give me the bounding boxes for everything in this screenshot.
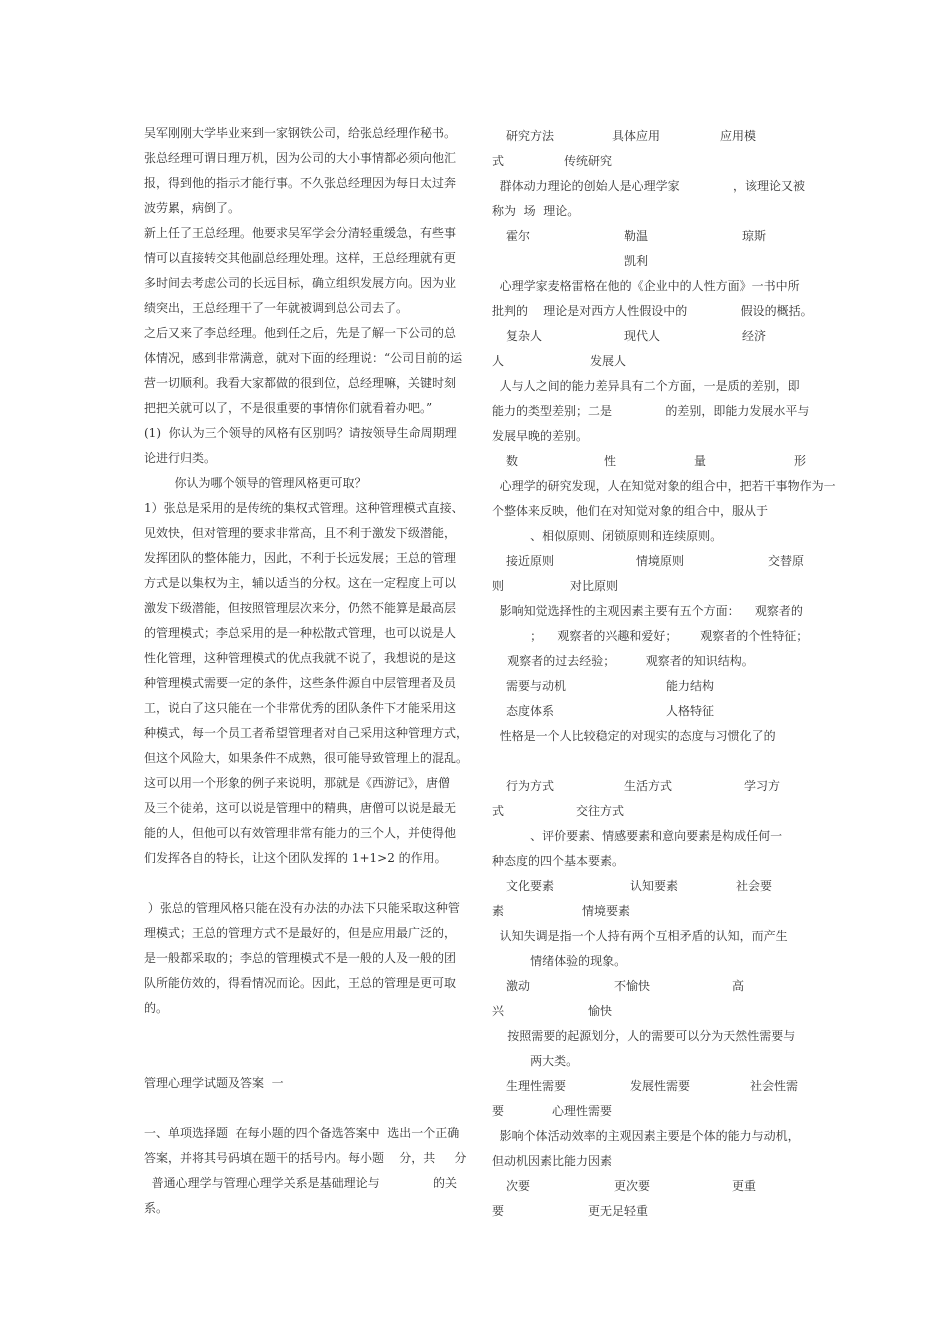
text-line: 但这个风险大，如果条件不成熟，很可能导致管理上的混乱。 bbox=[144, 751, 469, 765]
text-line: 见效快，但对管理的要求非常高，且不利于激发下级潜能， bbox=[144, 526, 457, 540]
text-line: 你认为哪个领导的管理风格更可取？ bbox=[144, 476, 367, 490]
option-text: 复杂人 bbox=[506, 329, 543, 343]
text-line: 的管理模式；李总采用的是一种松散式管理，也可以说是人 bbox=[144, 626, 457, 640]
option-text: 要 bbox=[492, 1204, 505, 1218]
option-text: 学习方 bbox=[744, 779, 781, 793]
text-line: (1) 你认为三个领导的风格有区别吗？请按领导生命周期理 bbox=[144, 426, 457, 440]
option-text: 需要与动机 bbox=[506, 679, 567, 693]
option-text: 生活方式 bbox=[624, 779, 673, 793]
option-text: 传统研究 bbox=[564, 154, 613, 168]
text-line: 是一般都采取的；李总的管理模式不是一般的人及一般的团 bbox=[144, 951, 457, 965]
text-line: 能的人，但他可以有效管理非常有能力的三个人，并使得他 bbox=[144, 826, 457, 840]
text-line: 一、单项选择题 在每小题的四个备选答案中 选出一个正确 bbox=[144, 1126, 460, 1140]
option-text: 则 bbox=[492, 579, 505, 593]
text-line: 心理学家麦格雷格在他的《企业中的人性方面》一书中所 bbox=[492, 279, 800, 293]
option-text: 愉快 bbox=[588, 1004, 613, 1018]
option-text: 发展人 bbox=[590, 354, 627, 368]
option-text: 更重 bbox=[732, 1179, 757, 1193]
option-text: 生理性需要 bbox=[506, 1079, 567, 1093]
option-text: 发展性需要 bbox=[630, 1079, 691, 1093]
text-line: 理模式；王总的管理方式不是最好的，但是应用最广泛的， bbox=[144, 926, 457, 940]
text-line: 两大类。 bbox=[492, 1054, 579, 1068]
option-text: 素 bbox=[492, 904, 505, 918]
text-line: 的。 bbox=[144, 1001, 169, 1015]
text-line: 这可以用一个形象的例子来说明，那就是《西游记》，唐僧 bbox=[144, 776, 451, 790]
text-line: 之后又来了李总经理。他到任之后，先是了解一下公司的总 bbox=[144, 326, 457, 340]
text-line: 、评价要素、情感要素和意向要素是构成任何一 bbox=[492, 829, 783, 843]
text-line: 论进行归类。 bbox=[144, 451, 217, 465]
option-text: 数 bbox=[506, 454, 519, 468]
option-text: 研究方法 bbox=[506, 129, 555, 143]
text-line: 及三个徒弟，这可以说是管理中的精典，唐僧可以说是最无 bbox=[144, 801, 457, 815]
text-line: 、相似原则、闭锁原则和连续原则。 bbox=[492, 529, 723, 543]
option-text: 具体应用 bbox=[612, 129, 661, 143]
text-line: 吴军刚刚大学毕业来到一家钢铁公司，给张总经理作秘书。 bbox=[144, 126, 457, 140]
option-text: 式 bbox=[492, 154, 505, 168]
option-text: 对比原则 bbox=[570, 579, 619, 593]
text-line: ）张总的管理风格只能在没有办法的办法下只能采取这种管 bbox=[144, 901, 460, 915]
text-line: 观察者的过去经验； 观察者的知识结构。 bbox=[492, 654, 754, 668]
option-text: 社会性需 bbox=[750, 1079, 799, 1093]
text-line: 种态度的四个基本要素。 bbox=[492, 854, 625, 868]
text-line: 1）张总是采用的是传统的集权式管理。这种管理模式直接、 bbox=[144, 501, 464, 515]
text-line: 情可以直接转交其他副总经理处理。这样，王总经理就有更 bbox=[144, 251, 457, 265]
option-text: 更次要 bbox=[614, 1179, 651, 1193]
option-text: 情境要素 bbox=[582, 904, 631, 918]
text-line: 张总经理可谓日理万机，因为公司的大小事情都必须向他汇 bbox=[144, 151, 457, 165]
text-line: 体情况，感到非常满意，就对下面的经理说：“公司目前的运 bbox=[144, 351, 463, 365]
option-text: 勒温 bbox=[624, 229, 649, 243]
text-line: 普通心理学与管理心理学关系是基础理论与 的关 bbox=[144, 1176, 458, 1190]
text-line: 报，得到他的指示才能行事。不久张总经理因为每日太过奔 bbox=[144, 176, 457, 190]
text-line: 群体动力理论的创始人是心理学家 ，该理论又被 bbox=[492, 179, 806, 193]
text-line: 系。 bbox=[144, 1201, 169, 1215]
text-line: ； 观察者的兴趣和爱好； 观察者的个性特征； bbox=[492, 629, 809, 643]
option-text: 现代人 bbox=[624, 329, 661, 343]
text-line: 队所能仿效的，得看情况而论。因此，王总的管理是更可取 bbox=[144, 976, 457, 990]
option-text: 态度体系 bbox=[506, 704, 555, 718]
option-text: 次要 bbox=[506, 1179, 531, 1193]
text-line: 激发下级潜能，但按照管理层次来分，仍然不能算是最高层 bbox=[144, 601, 457, 615]
text-line: 管理心理学试题及答案 一 bbox=[144, 1076, 284, 1090]
option-text: 性 bbox=[604, 454, 617, 468]
text-line: 情绪体验的现象。 bbox=[492, 954, 627, 968]
option-text: 能力结构 bbox=[666, 679, 715, 693]
option-text: 形 bbox=[794, 454, 807, 468]
option-text: 霍尔 bbox=[506, 229, 531, 243]
option-text: 激动 bbox=[506, 979, 531, 993]
option-text: 更无足轻重 bbox=[588, 1204, 649, 1218]
text-line: 认知失调是指一个人持有两个互相矛盾的认知，而产生 bbox=[492, 929, 788, 943]
text-line: 工，说白了这只能在一个非常优秀的团队条件下才能采用这 bbox=[144, 701, 457, 715]
option-text: 人 bbox=[492, 354, 505, 368]
text-line: 答案，并将其号码填在题干的括号内。每小题 分，共 分 bbox=[144, 1151, 467, 1165]
text-line: 们发挥各自的特长，让这个团队发挥的 1+1>2 的作用。 bbox=[144, 851, 447, 865]
option-text: 人格特征 bbox=[666, 704, 715, 718]
option-text: 接近原则 bbox=[506, 554, 555, 568]
text-line: 绩突出，王总经理干了一年就被调到总公司去了。 bbox=[144, 301, 409, 315]
option-text: 高 bbox=[732, 979, 745, 993]
option-text: 交替原 bbox=[768, 554, 805, 568]
text-line: 种模式，每一个员工者希望管理者对自己采用这种管理方式， bbox=[144, 726, 469, 740]
text-line: 多时间去考虑公司的长远目标，确立组织发展方向。因为业 bbox=[144, 276, 457, 290]
text-line: 性化管理，这种管理模式的优点我就不说了，我想说的是这 bbox=[144, 651, 457, 665]
option-text: 交往方式 bbox=[576, 804, 625, 818]
option-text: 文化要素 bbox=[506, 879, 555, 893]
text-line: 影响知觉选择性的主观因素主要有五个方面： 观察者的 bbox=[492, 604, 803, 618]
option-text: 不愉快 bbox=[614, 979, 651, 993]
text-line: 营一切顺利。我看大家都做的很到位，总经理嘛，关键时刻 bbox=[144, 376, 457, 390]
option-text: 经济 bbox=[742, 329, 767, 343]
option-text: 凯利 bbox=[624, 254, 649, 268]
text-line: 影响个体活动效率的主观因素主要是个体的能力与动机， bbox=[492, 1129, 800, 1143]
option-text: 量 bbox=[694, 454, 707, 468]
text-line: 称为 场 理论。 bbox=[492, 204, 580, 218]
option-text: 兴 bbox=[492, 1004, 505, 1018]
text-line: 新上任了王总经理。他要求吴军学会分清轻重缓急，有些事 bbox=[144, 226, 457, 240]
option-text: 应用模 bbox=[720, 129, 757, 143]
text-line: 性格是一个人比较稳定的对现实的态度与习惯化了的 bbox=[492, 729, 776, 743]
text-line: 发挥团队的整体能力，因此，不利于长远发展；王总的管理 bbox=[144, 551, 457, 565]
option-text: 社会要 bbox=[736, 879, 773, 893]
text-line: 方式是以集权为主，辅以适当的分权。这在一定程度上可以 bbox=[144, 576, 457, 590]
text-line: 但动机因素比能力因素 bbox=[492, 1154, 613, 1168]
option-text: 心理性需要 bbox=[552, 1104, 613, 1118]
option-text: 认知要素 bbox=[630, 879, 679, 893]
option-text: 要 bbox=[492, 1104, 505, 1118]
option-text: 情境原则 bbox=[636, 554, 685, 568]
option-text: 行为方式 bbox=[506, 779, 555, 793]
option-text: 式 bbox=[492, 804, 505, 818]
text-line: 按照需要的起源划分，人的需要可以分为天然性需要与 bbox=[492, 1029, 796, 1043]
text-line: 能力的类型差别；二是 的差别，即能力发展水平与 bbox=[492, 404, 810, 418]
text-line: 种管理模式需要一定的条件，这些条件源自中层管理者及员 bbox=[144, 676, 457, 690]
text-line: 波劳累，病倒了。 bbox=[144, 201, 241, 215]
text-line: 批判的 理论是对西方人性假设中的 假设的概括。 bbox=[492, 304, 813, 318]
option-text: 琼斯 bbox=[742, 229, 767, 243]
text-line: 发展早晚的差别。 bbox=[492, 429, 589, 443]
text-line: 个整体来反映，他们在对知觉对象的组合中，服从于 bbox=[492, 504, 769, 518]
text-line: 把把关就可以了，不是很重要的事情你们就看着办吧。” bbox=[144, 401, 433, 415]
text-line: 心理学的研究发现，人在知觉对象的组合中，把若干事物作为一 bbox=[492, 479, 836, 493]
text-line: 人与人之间的能力差异具有二个方面，一是质的差别，即 bbox=[492, 379, 800, 393]
